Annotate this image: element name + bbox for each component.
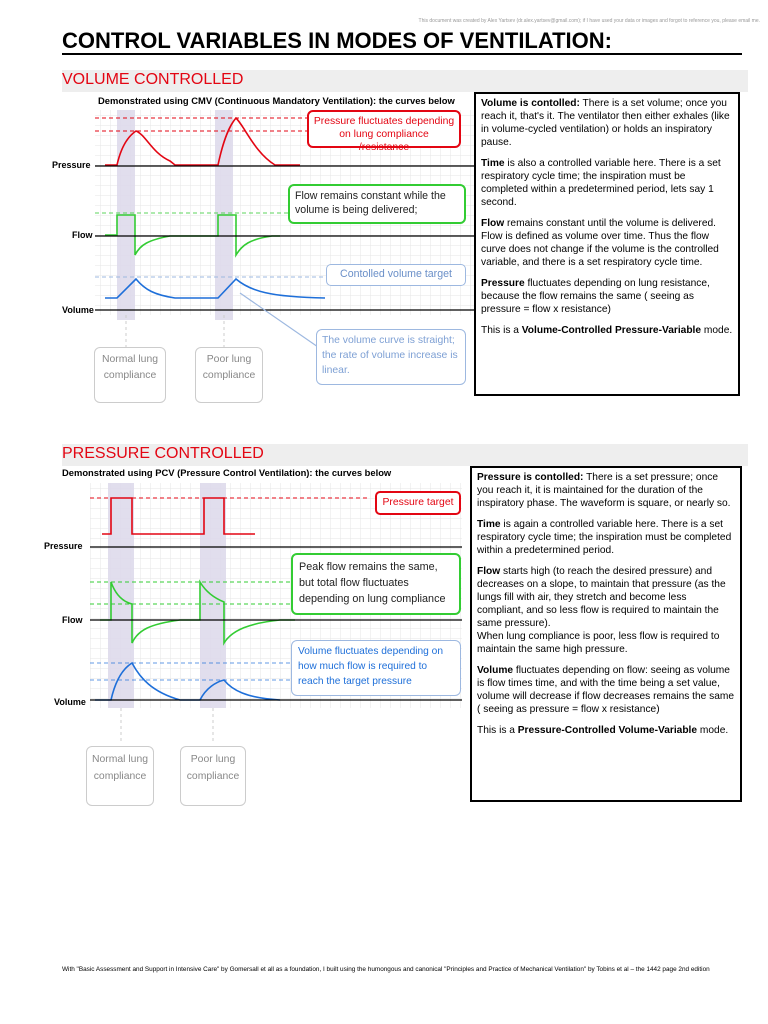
footer-credit: With "Basic Assessment and Support in Intensive Care" by Gomersall et all as a foundation, I built using the humongous and canonical "Principles and Practice of Mechanical Ventilation" by Tobins et al – the 1442 page 2nd edition: [62, 966, 710, 973]
vc-pressure-callout: Pressure fluctuates depending on lung compliance /resistance: [307, 110, 461, 148]
pc-info-p5: This is a Pressure-Controlled Volume-Variable mode.: [477, 725, 729, 736]
pc-poor-compliance-box: Poor lung compliance: [180, 746, 246, 806]
pc-label-flow: Flow: [62, 615, 83, 625]
vc-label-volume: Volume: [62, 305, 94, 315]
vc-flow-callout: Flow remains constant while the volume is being delivered;: [288, 184, 466, 224]
vc-info-p2: Time is also a controlled variable here. There is a set respiratory cycle time; the inspiration must be completed within a predetermined period, lets say 1 second.: [481, 158, 721, 208]
pc-demo-caption: Demonstrated using PCV (Pressure Control Ventilation): the curves below: [62, 467, 392, 478]
page-title: CONTROL VARIABLES IN MODES OF VENTILATION:: [62, 28, 612, 53]
vc-info-p1: Volume is contolled: There is a set volume; once you reach it, that's it. The ventilator then either exhales (like in volume-cycled ventilation) or holds an inspiratory pause.: [481, 98, 730, 148]
pc-label-volume: Volume: [54, 697, 86, 707]
pc-label-pressure: Pressure: [44, 541, 83, 551]
vc-label-flow: Flow: [72, 230, 93, 240]
vc-info-box: [474, 92, 740, 396]
pc-volume-callout: Volume fluctuates depending on how much flow is required to reach the target pressure: [291, 640, 461, 696]
vc-info-p5: This is a Volume-Controlled Pressure-Variable mode.: [481, 325, 733, 336]
pc-info-box: [470, 466, 742, 802]
vc-section-title: VOLUME CONTROLLED: [62, 71, 244, 88]
vc-label-pressure: Pressure: [52, 160, 91, 170]
pc-pressure-callout: Pressure target: [375, 491, 461, 515]
vc-info-p4: Pressure fluctuates depending on lung resistance, because the flow remains the same ( seeing as pressure = flow x resistance): [481, 278, 710, 315]
pc-flow-callout: Peak flow remains the same, but total flow fluctuates depending on lung compliance: [291, 553, 461, 615]
vc-info-p3: Flow remains constant until the volume is delivered. Flow is defined as volume over time. Thus the flow curve does not change if the volume is the controlled variable, and there is a set respiratory cycle time.: [481, 218, 719, 268]
pc-normal-compliance-box: Normal lung compliance: [86, 746, 154, 806]
vc-poor-compliance-box: Poor lung compliance: [195, 347, 263, 403]
pc-waveform-diagram: [40, 478, 465, 778]
pc-info-p2: Time is again a controlled variable here. There is a set respiratory cycle time; the inspiration must be completed within a predetermined period.: [477, 519, 732, 556]
pc-info-p3: Flow starts high (to reach the desired pressure) and decreases on a slope, to maintain that pressure (as the lungs fill with air, they stretch and become less compliant, and so less flow is required to maintain the same pressure). When lung compliance is poor, less flow is required to maintain the same high pressure.: [477, 566, 726, 655]
pc-info-p4: Volume fluctuates depending on flow: seeing as volume is flow times time, and with the time being a set value, volume will decrease if flow decreases remains the same ( seeing as pressure = flow x resistance): [477, 665, 735, 715]
pc-info-p1: Pressure is contolled: There is a set pressure; once you reach it, it is maintained for the duration of the inspiratory phase. The waveform is square, or nearly so.: [477, 472, 731, 509]
vc-demo-caption: Demonstrated using CMV (Continuous Mandatory Ventilation): the curves below: [98, 95, 455, 106]
credit-note: This document was created by Alex Yartsev (dr.alex.yartsev@gmail.com); if I have used your data or images and forgot to reference you, please email me.: [418, 18, 760, 24]
vc-normal-compliance-box: Normal lung compliance: [94, 347, 166, 403]
vc-target-callout: Contolled volume target: [326, 264, 466, 286]
title-divider: [62, 53, 742, 55]
pc-section-title: PRESSURE CONTROLLED: [62, 445, 264, 462]
vc-volume-callout: The volume curve is straight; the rate of volume increase is linear.: [316, 329, 466, 385]
